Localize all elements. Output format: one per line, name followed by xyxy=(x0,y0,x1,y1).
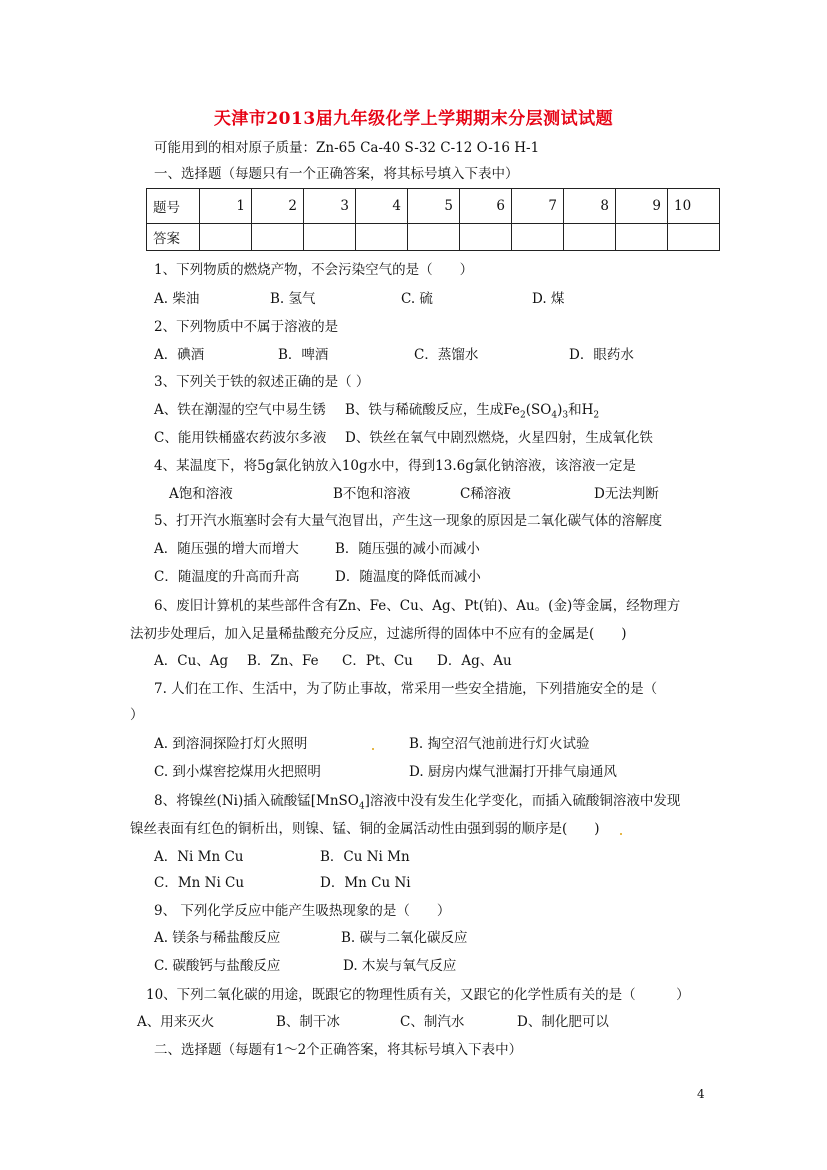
q2-option-c: C．蒸馏水 xyxy=(414,347,479,363)
answer-cell[interactable] xyxy=(564,224,616,251)
q9-option-b: B. 碳与二氧化碳反应 xyxy=(341,930,468,946)
table-row xyxy=(147,189,720,224)
q2-option-b: B．啤酒 xyxy=(278,347,329,363)
q2-option-d: D．眼药水 xyxy=(569,347,634,363)
q10-option-b: B、制干冰 xyxy=(276,1014,340,1030)
q5-option-d: D．随温度的降低而减小 xyxy=(335,569,481,585)
question-4-stem: 4、某温度下，将5g氯化钠放入10g水中，得到13.6g氯化钠溶液，该溶液一定是 xyxy=(154,458,636,474)
question-8-line-1: 8、将镍丝(Ni)插入硫酸锰[MnSO$_4$]溶液中没有发生化学变化，而插入硫酸铜溶液中发现 xyxy=(154,793,681,812)
q5-option-c: C．随温度的升高而升高 xyxy=(154,569,300,585)
q9-option-c: C. 碳酸钙与盐酸反应 xyxy=(154,958,281,974)
q1-option-a: A. 柴油 xyxy=(154,291,200,307)
q10-option-d: D、制化肥可以 xyxy=(517,1014,609,1030)
atomic-mass-line: 可能用到的相对原子质量：Zn-65 Ca-40 S-32 C-12 O-16 H-1 xyxy=(154,140,540,156)
q3-option-d: D、铁丝在氧气中剧烈燃烧，火星四射，生成氧化铁 xyxy=(345,430,653,446)
q4-option-b: B不饱和溶液 xyxy=(333,486,411,502)
q8-option-d: D．Mn Cu Ni xyxy=(320,875,411,891)
q3-option-c: C、能用铁桶盛农药波尔多液 xyxy=(154,430,327,446)
section-1-heading: 一、选择题（每题只有一个正确答案，将其标号填入下表中） xyxy=(154,166,519,182)
stray-dot xyxy=(620,833,622,835)
page-title: 天津市2013届九年级化学上学期期末分层测试试题 xyxy=(213,109,614,129)
q5-option-b: B．随压强的减小而减小 xyxy=(335,541,480,557)
answer-cell[interactable] xyxy=(668,224,720,251)
q3-option-a: A、铁在潮湿的空气中易生锈 xyxy=(154,402,326,418)
answer-label: 答案 xyxy=(147,224,200,251)
q5-option-a: A．随压强的增大而增大 xyxy=(154,541,299,557)
q6-option-a: A．Cu、Ag xyxy=(154,653,229,669)
answer-table xyxy=(146,188,720,251)
question-10-stem: 10、下列二氧化碳的用途，既跟它的物理性质有关，又跟它的化学性质有关的是（ ） xyxy=(146,987,690,1003)
question-1-stem: 1、下列物质的燃烧产物，不会污染空气的是（ ） xyxy=(154,262,474,278)
q7-option-d: D. 厨房内煤气泄漏打开排气扇通风 xyxy=(409,764,617,780)
answer-cell[interactable] xyxy=(304,224,356,251)
q1-option-d: D. 煤 xyxy=(532,291,565,307)
q2-option-a: A．碘酒 xyxy=(154,347,205,363)
question-7-line-1: 7. 人们在工作、生活中，为了防止事故，常采用一些安全措施，下列措施安全的是（ xyxy=(154,681,658,697)
question-number-cell: 8 xyxy=(564,189,616,224)
q3-option-b: B、铁与稀硫酸反应，生成$Fe_2(SO_4)_3$和$H_2$ xyxy=(345,402,600,421)
q8-option-c: C．Mn Ni Cu xyxy=(154,875,245,891)
table-row xyxy=(147,224,720,251)
answer-cell[interactable] xyxy=(460,224,512,251)
answer-cell[interactable] xyxy=(408,224,460,251)
question-number-cell: 4 xyxy=(356,189,408,224)
q7-option-c: C. 到小煤窖挖煤用火把照明 xyxy=(154,764,321,780)
question-6-line-1: 6、废旧计算机的某些部件含有Zn、Fe、Cu、Ag、Pt(铂)、Au。(金)等金属，经物理方 xyxy=(154,598,681,614)
section-2-heading: 二、选择题（每题有1～2个正确答案，将其标号填入下表中） xyxy=(154,1042,523,1058)
page-number: 4 xyxy=(697,1087,705,1101)
question-7-line-2: ） xyxy=(130,707,144,723)
stray-dot xyxy=(372,748,374,750)
answer-cell[interactable] xyxy=(356,224,408,251)
q6-option-b: B．Zn、Fe xyxy=(247,653,319,669)
answer-cell[interactable] xyxy=(616,224,668,251)
question-number-cell: 6 xyxy=(460,189,512,224)
q4-option-a: A饱和溶液 xyxy=(169,486,233,502)
answer-cell[interactable] xyxy=(512,224,564,251)
question-3-stem: 3、下列关于铁的叙述正确的是（ ） xyxy=(154,374,370,390)
q4-option-d: D无法判断 xyxy=(594,486,659,502)
q10-option-a: A、用来灭火 xyxy=(137,1014,215,1030)
question-6-line-2: 法初步处理后，加入足量稀盐酸充分反应，过滤所得的固体中不应有的金属是( ) xyxy=(130,626,627,642)
q8-option-a: A．Ni Mn Cu xyxy=(154,849,244,865)
question-8-line-2: 镍丝表面有红色的铜析出，则镍、锰、铜的金属活动性由强到弱的顺序是( ) xyxy=(130,821,600,837)
q9-option-d: D. 木炭与氧气反应 xyxy=(343,958,457,974)
q1-option-c: C. 硫 xyxy=(401,291,433,307)
question-number-cell: 3 xyxy=(304,189,356,224)
q6-option-d: D．Ag、Au xyxy=(437,653,512,669)
q9-option-a: A. 镁条与稀盐酸反应 xyxy=(154,930,281,946)
question-number-cell: 2 xyxy=(252,189,304,224)
question-5-stem: 5、打开汽水瓶塞时会有大量气泡冒出，产生这一现象的原因是二氧化碳气体的溶解度 xyxy=(154,513,663,529)
question-number-cell: 10 xyxy=(668,189,720,224)
question-2-stem: 2、下列物质中不属于溶液的是 xyxy=(154,319,339,335)
q6-option-c: C．Pt、Cu xyxy=(342,653,413,669)
question-number-cell: 7 xyxy=(512,189,564,224)
question-number-label: 题号 xyxy=(147,189,200,224)
question-number-cell: 9 xyxy=(616,189,668,224)
question-number-cell: 5 xyxy=(408,189,460,224)
question-number-cell: 1 xyxy=(200,189,252,224)
q8-option-b: B．Cu Ni Mn xyxy=(320,849,410,865)
q7-option-a: A. 到溶洞探险打灯火照明 xyxy=(154,736,308,752)
q7-option-b: B. 掏空沼气池前进行灯火试验 xyxy=(409,736,590,752)
q4-option-c: C稀溶液 xyxy=(460,486,511,502)
answer-cell[interactable] xyxy=(200,224,252,251)
q10-option-c: C、制汽水 xyxy=(400,1014,465,1030)
question-9-stem: 9、 下列化学反应中能产生吸热现象的是（ ） xyxy=(154,903,451,919)
answer-cell[interactable] xyxy=(252,224,304,251)
q1-option-b: B. 氢气 xyxy=(270,291,316,307)
